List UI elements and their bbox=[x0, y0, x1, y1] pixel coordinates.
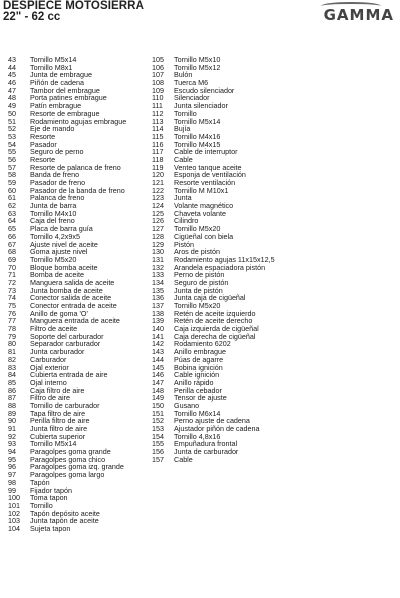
part-description: Tornillo M5x20 bbox=[30, 254, 77, 264]
part-number: 138 bbox=[152, 308, 164, 318]
part-description: Aros de pistón bbox=[174, 247, 220, 257]
part-number: 74 bbox=[8, 293, 16, 303]
part-description: Tambor del embrague bbox=[30, 85, 100, 95]
part-number: 151 bbox=[152, 408, 164, 418]
part-description: Anillo rápido bbox=[174, 377, 214, 387]
part-number: 129 bbox=[152, 239, 164, 249]
part-number: 62 bbox=[8, 201, 16, 211]
part-description: Carburador bbox=[30, 354, 67, 364]
part-description: Junta de embrague bbox=[30, 70, 92, 80]
part-number: 137 bbox=[152, 301, 164, 310]
part-number: 49 bbox=[8, 101, 16, 111]
part-description: Filtro de aire bbox=[30, 393, 70, 403]
part-number: 155 bbox=[152, 439, 164, 449]
part-number: 96 bbox=[8, 462, 16, 472]
part-number: 143 bbox=[152, 347, 164, 357]
part-description: Ojal interno bbox=[30, 377, 67, 387]
part-number: 139 bbox=[152, 316, 164, 326]
part-number: 76 bbox=[8, 308, 16, 318]
part-number: 95 bbox=[8, 454, 16, 464]
part-description: Tapa filtro de aire bbox=[30, 408, 86, 418]
part-description: Arandela espaciadora pistón bbox=[174, 262, 266, 272]
part-description: Escudo silenciador bbox=[174, 85, 235, 95]
part-description: Gusano bbox=[174, 400, 200, 410]
part-description: Resorte ventilación bbox=[174, 178, 236, 187]
part-description: Caja derecha de cigüeñal bbox=[174, 331, 256, 341]
part-description: Junta carburador bbox=[30, 347, 85, 357]
part-description: Tornillo M5x14 bbox=[30, 55, 77, 64]
part-number: 124 bbox=[152, 201, 164, 211]
part-description: Cubierta entrada de aire bbox=[30, 370, 108, 380]
part-number: 55 bbox=[8, 147, 16, 157]
part-number: 115 bbox=[152, 131, 164, 141]
part-description: Conector entrada de aceite bbox=[30, 301, 117, 310]
part-number: 109 bbox=[152, 85, 164, 95]
part-number: 91 bbox=[8, 424, 16, 433]
part-description: Tornillo M5x14 bbox=[30, 439, 77, 449]
part-number: 101 bbox=[8, 500, 20, 510]
part-number: 75 bbox=[8, 301, 16, 310]
part-number: 73 bbox=[8, 285, 16, 295]
part-number: 90 bbox=[8, 416, 16, 426]
part-number: 64 bbox=[8, 216, 16, 226]
part-description: Cable de interruptor bbox=[174, 147, 238, 157]
part-description: Toma tapon bbox=[30, 493, 68, 503]
part-number: 150 bbox=[152, 400, 164, 410]
part-description: Bobina ignición bbox=[174, 362, 223, 372]
part-description: Tornillo M4x10 bbox=[30, 208, 77, 218]
part-number: 68 bbox=[8, 247, 16, 257]
part-description: Cable ignición bbox=[174, 370, 220, 380]
part-description: Resorte bbox=[30, 154, 56, 164]
part-description: Tapón depósito aceite bbox=[30, 508, 100, 518]
page-header bbox=[0, 0, 400, 24]
part-description: Piñón de cadena bbox=[30, 78, 84, 88]
part-number: 50 bbox=[8, 108, 16, 118]
part-description: Resorte bbox=[30, 131, 56, 141]
part-description: Tornillo bbox=[174, 108, 197, 118]
part-number: 60 bbox=[8, 185, 16, 195]
part-description: Ajuste nivel de aceite bbox=[30, 239, 98, 249]
part-description: Caja del freno bbox=[30, 216, 75, 226]
part-number: 121 bbox=[152, 178, 164, 187]
part-description: Retén de aceite derecho bbox=[174, 316, 253, 326]
part-number: 81 bbox=[8, 347, 16, 357]
part-description: Paragolpes goma largo bbox=[30, 470, 105, 480]
part-description: Volante magnético bbox=[174, 201, 234, 211]
part-number: 125 bbox=[152, 208, 164, 218]
part-description: Perilla cebador bbox=[174, 385, 222, 395]
part-number: 71 bbox=[8, 270, 16, 280]
part-number: 92 bbox=[8, 431, 16, 441]
part-number: 104 bbox=[8, 523, 20, 533]
part-description: Chaveta volante bbox=[174, 208, 226, 218]
part-number: 80 bbox=[8, 339, 16, 349]
part-description: Paragolpes goma chico bbox=[30, 454, 106, 464]
part-description: Paragolpes goma grande bbox=[30, 447, 111, 457]
part-description: Junta de barra bbox=[30, 201, 77, 211]
part-description: Tornillo M5x20 bbox=[174, 224, 221, 234]
part-description: Tornillo bbox=[30, 500, 53, 510]
page-subtitle: 22" - 62 cc bbox=[3, 11, 61, 23]
brand-logo bbox=[324, 6, 394, 24]
part-number: 153 bbox=[152, 424, 164, 433]
logo-swoosh-icon bbox=[321, 2, 381, 10]
part-number: 63 bbox=[8, 208, 16, 218]
part-description: Tornillo 4,8x16 bbox=[174, 431, 221, 441]
part-description: Junta silenciador bbox=[174, 101, 228, 111]
part-description: Perilla filtro de aire bbox=[30, 416, 90, 426]
part-description: Junta tapón de aceite bbox=[30, 516, 99, 526]
part-number: 148 bbox=[152, 385, 164, 395]
part-number: 67 bbox=[8, 239, 16, 249]
part-number: 117 bbox=[152, 147, 164, 157]
part-description: Tornillo M M10x1 bbox=[174, 185, 229, 195]
part-description: Rodamiento 6202 bbox=[174, 339, 231, 349]
part-number: 152 bbox=[152, 416, 164, 426]
part-number: 65 bbox=[8, 224, 16, 234]
logo-text: GAMMA bbox=[323, 6, 394, 24]
part-number: 111 bbox=[152, 101, 163, 111]
part-number: 147 bbox=[152, 377, 164, 387]
part-description: Caja filtro de aire bbox=[30, 385, 85, 395]
part-number: 47 bbox=[8, 85, 16, 95]
part-number: 89 bbox=[8, 408, 16, 418]
part-description: Esponja de ventilación bbox=[174, 170, 246, 180]
part-description: Cubierta superior bbox=[30, 431, 86, 441]
part-description: Empuñadura frontal bbox=[174, 439, 238, 449]
part-description: Bulón bbox=[174, 70, 193, 80]
part-number: 70 bbox=[8, 262, 16, 272]
part-description: Pistón bbox=[174, 239, 194, 249]
part-number: 46 bbox=[8, 78, 16, 88]
part-description: Goma ajuste nivel bbox=[30, 247, 88, 257]
part-number: 83 bbox=[8, 362, 16, 372]
part-description: Tapón bbox=[30, 477, 50, 487]
part-description: Junta caja de cigüeñal bbox=[174, 293, 246, 303]
part-number: 127 bbox=[152, 224, 164, 234]
part-number: 107 bbox=[152, 70, 164, 80]
part-number: 114 bbox=[152, 124, 164, 134]
part-number: 140 bbox=[152, 324, 164, 334]
part-description: Banda de freno bbox=[30, 170, 80, 180]
part-description: Venteo tanque aceite bbox=[174, 162, 242, 172]
part-number: 128 bbox=[152, 231, 164, 241]
part-description: Fijador tapón bbox=[30, 485, 72, 495]
part-number: 59 bbox=[8, 178, 16, 187]
part-description: Tornillo de carburador bbox=[30, 400, 100, 410]
part-description: Sujeta tapon bbox=[30, 523, 71, 533]
part-description: Perno ajuste de cadena bbox=[174, 416, 250, 426]
part-number: 103 bbox=[8, 516, 20, 526]
part-number: 57 bbox=[8, 162, 16, 172]
part-description: Manguera entrada de aceite bbox=[30, 316, 120, 326]
part-description: Tornillo M8x1 bbox=[30, 62, 73, 72]
part-number: 87 bbox=[8, 393, 16, 403]
part-description: Tornillo M5x14 bbox=[174, 116, 221, 126]
part-number: 82 bbox=[8, 354, 16, 364]
part-description: Cable bbox=[174, 454, 193, 464]
part-description: Tornillo M4x15 bbox=[174, 139, 221, 149]
part-number: 157 bbox=[152, 454, 164, 464]
part-description: Tornillo 4,2x9x5 bbox=[30, 231, 80, 241]
part-number: 123 bbox=[152, 193, 164, 203]
part-description: Cigüeñal con biela bbox=[174, 231, 234, 241]
part-number: 122 bbox=[152, 185, 164, 195]
part-description: Rodamiento agujas 11x15x12,5 bbox=[174, 254, 275, 264]
part-description: Tornillo M5x10 bbox=[174, 55, 221, 64]
part-description: Tensor de ajuste bbox=[174, 393, 227, 403]
part-description: Placa de barra guía bbox=[30, 224, 93, 234]
part-description: Silenciador bbox=[174, 93, 210, 103]
part-number: 100 bbox=[8, 493, 20, 503]
part-number: 84 bbox=[8, 370, 16, 380]
part-description: Junta bbox=[174, 193, 192, 203]
part-description: Ajustador piñón de cadena bbox=[174, 424, 260, 433]
part-number: 54 bbox=[8, 139, 16, 149]
part-description: Seguro de perno bbox=[30, 147, 84, 157]
part-number: 134 bbox=[152, 277, 164, 287]
part-number: 43 bbox=[8, 55, 16, 64]
part-description: Pasador bbox=[30, 139, 57, 149]
part-number: 110 bbox=[152, 93, 164, 103]
part-description: Tornillo M4x16 bbox=[174, 131, 221, 141]
part-number: 97 bbox=[8, 470, 16, 480]
part-description: Manguera salida de aceite bbox=[30, 277, 115, 287]
part-description: Junta de pistón bbox=[174, 285, 223, 295]
part-description: Eje de mando bbox=[30, 124, 75, 134]
part-number: 130 bbox=[152, 247, 164, 257]
part-number: 116 bbox=[152, 139, 164, 149]
part-description: Junta filtro de aire bbox=[30, 424, 88, 433]
part-number: 105 bbox=[152, 55, 164, 64]
part-number: 78 bbox=[8, 324, 16, 334]
part-description: Tornillo M5x20 bbox=[174, 301, 221, 310]
part-number: 112 bbox=[152, 108, 164, 118]
part-number: 133 bbox=[152, 270, 164, 280]
part-description: Tornillo M6x14 bbox=[174, 408, 221, 418]
part-number: 52 bbox=[8, 124, 16, 134]
part-number: 58 bbox=[8, 170, 16, 180]
part-description: Bloque bomba aceite bbox=[30, 262, 98, 272]
part-number: 113 bbox=[152, 116, 164, 126]
part-description: Bujía bbox=[174, 124, 191, 134]
part-description: Cable bbox=[174, 154, 193, 164]
part-number: 141 bbox=[152, 331, 164, 341]
part-number: 48 bbox=[8, 93, 16, 103]
part-description: Resorte de embrague bbox=[30, 108, 100, 118]
part-number: 142 bbox=[152, 339, 164, 349]
part-number: 132 bbox=[152, 262, 164, 272]
part-number: 85 bbox=[8, 377, 16, 387]
part-number: 61 bbox=[8, 193, 16, 203]
part-number: 144 bbox=[152, 354, 164, 364]
part-number: 88 bbox=[8, 400, 16, 410]
part-description: Bomba de aceite bbox=[30, 270, 84, 280]
part-number: 69 bbox=[8, 254, 16, 264]
part-number: 66 bbox=[8, 231, 16, 241]
part-number: 154 bbox=[152, 431, 164, 441]
part-number: 118 bbox=[152, 154, 164, 164]
part-description: Filtro de aceite bbox=[30, 324, 78, 334]
part-row bbox=[8, 525, 158, 533]
part-number: 72 bbox=[8, 277, 16, 287]
part-number: 119 bbox=[152, 162, 164, 172]
part-description: Resorte de palanca de freno bbox=[30, 162, 121, 172]
parts-list-right bbox=[152, 56, 302, 463]
part-number: 145 bbox=[152, 362, 164, 372]
part-number: 86 bbox=[8, 385, 16, 395]
part-number: 98 bbox=[8, 477, 16, 487]
part-description: Cilindro bbox=[174, 216, 199, 226]
part-description: Caja izquierda de cigüeñal bbox=[174, 324, 259, 334]
part-description: Anillo de goma 'O' bbox=[30, 308, 88, 318]
part-description: Seguro de pistón bbox=[174, 277, 229, 287]
part-description: Retén de aceite izquierdo bbox=[174, 308, 256, 318]
part-number: 102 bbox=[8, 508, 20, 518]
part-number: 146 bbox=[152, 370, 164, 380]
part-description: Pasador de la banda de freno bbox=[30, 185, 125, 195]
part-number: 131 bbox=[152, 254, 164, 264]
part-number: 106 bbox=[152, 62, 164, 72]
part-description: Conector salida de aceite bbox=[30, 293, 112, 303]
part-description: Anillo embrague bbox=[174, 347, 226, 357]
part-number: 53 bbox=[8, 131, 16, 141]
part-number: 135 bbox=[152, 285, 164, 295]
part-description: Púas de agarre bbox=[174, 354, 224, 364]
part-number: 45 bbox=[8, 70, 16, 80]
parts-list-left bbox=[8, 56, 158, 533]
part-description: Pasador de freno bbox=[30, 178, 86, 187]
part-description: Junta bomba de aceite bbox=[30, 285, 103, 295]
part-number: 77 bbox=[8, 316, 16, 326]
part-number: 93 bbox=[8, 439, 16, 449]
part-number: 79 bbox=[8, 331, 16, 341]
part-description: Patín embrague bbox=[30, 101, 82, 111]
part-number: 51 bbox=[8, 116, 16, 126]
part-number: 56 bbox=[8, 154, 16, 164]
part-number: 94 bbox=[8, 447, 16, 457]
part-number: 126 bbox=[152, 216, 164, 226]
part-description: Tuerca M6 bbox=[174, 78, 209, 88]
part-number: 108 bbox=[152, 78, 164, 88]
part-description: Porta patines embrague bbox=[30, 93, 107, 103]
part-description: Paragolpes goma izq. grande bbox=[30, 462, 124, 472]
part-number: 120 bbox=[152, 170, 164, 180]
part-description: Palanca de freno bbox=[30, 193, 85, 203]
part-description: Tornillo M5x12 bbox=[174, 62, 221, 72]
part-number: 149 bbox=[152, 393, 164, 403]
part-number: 99 bbox=[8, 485, 16, 495]
part-description: Rodamiento agujas embrague bbox=[30, 116, 127, 126]
part-description: Separador carburador bbox=[30, 339, 101, 349]
page-title: DESPIECE MOTOSIERRA bbox=[3, 0, 144, 12]
part-row bbox=[152, 456, 302, 464]
part-number: 156 bbox=[152, 447, 164, 457]
part-description: Ojal exterior bbox=[30, 362, 69, 372]
part-description: Perno de pistón bbox=[174, 270, 225, 280]
part-number: 136 bbox=[152, 293, 164, 303]
part-description: Soporte del carburador bbox=[30, 331, 104, 341]
part-description: Junta de carburador bbox=[174, 447, 239, 457]
part-number: 44 bbox=[8, 62, 16, 72]
